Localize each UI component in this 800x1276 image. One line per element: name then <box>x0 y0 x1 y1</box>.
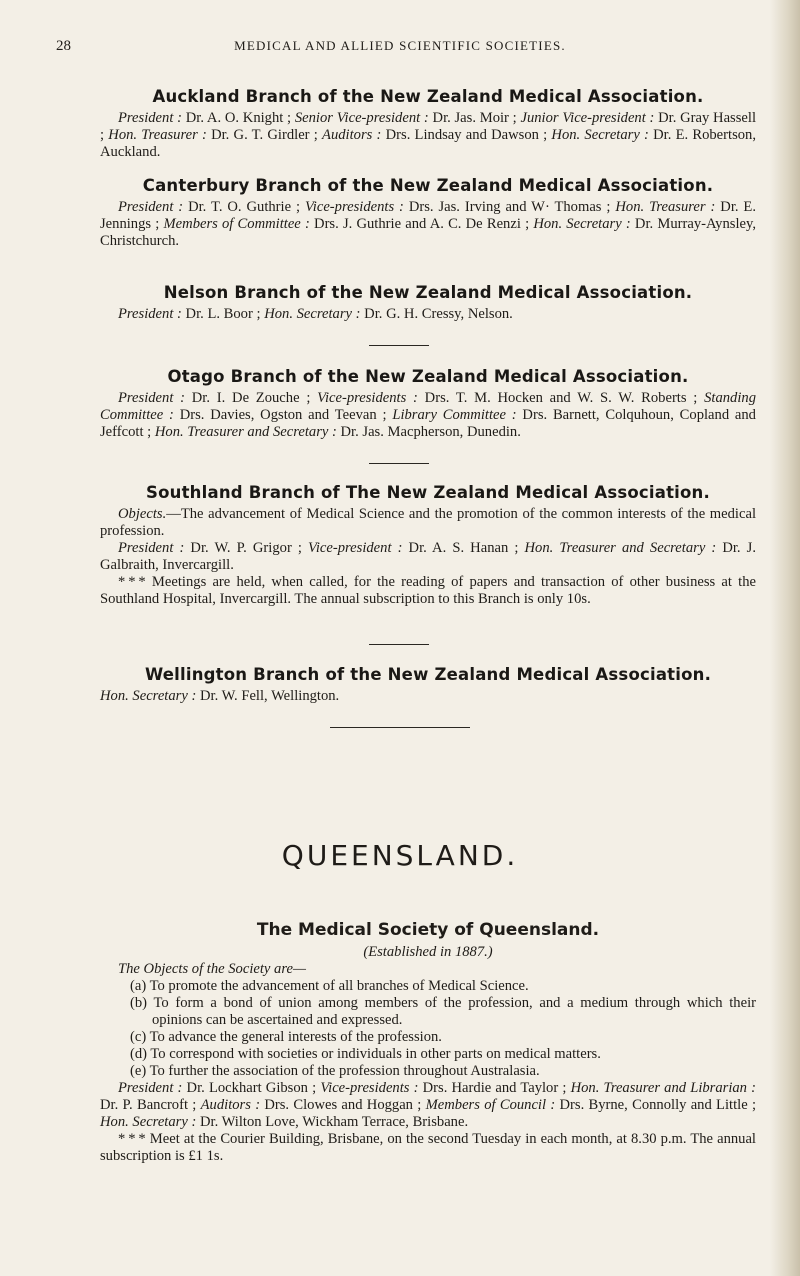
officer-role: President : <box>118 540 185 556</box>
queensland-section <box>100 920 756 1165</box>
objects-item-text: To correspond with societies or individuals in other parts on medical matters. <box>147 1046 601 1062</box>
officer-name: Dr. Jas. Moir ; <box>428 110 521 126</box>
officer-name: Dr. G. H. Cressy, Nelson. <box>360 306 513 322</box>
otago-officers <box>100 390 756 441</box>
officer-name: Dr. Wilton Love, Wickham Terrace, Brisbane. <box>196 1114 469 1130</box>
objects-item <box>100 1029 756 1046</box>
auckland-officers <box>100 110 756 161</box>
officer-name: Dr. Gray Hassell ; <box>100 110 756 143</box>
officer-name: Dr. Jas. Macpherson, Dunedin. <box>336 424 521 440</box>
officer-role: Hon. Secretary : <box>264 306 361 322</box>
officer-name: Drs. T. M. Hocken and W. S. W. Roberts ; <box>417 390 705 406</box>
objects-item <box>100 995 756 1029</box>
nelson-heading: Nelson Branch of the New Zealand Medical Association. <box>163 283 693 302</box>
section-divider <box>369 463 429 464</box>
officer-role: Library Committee : <box>392 407 517 423</box>
southland-section <box>100 483 756 608</box>
officer-name: Dr. Lockhart Gibson ; <box>182 1080 321 1096</box>
southland-objects-text: —The advancement of Medical Science and the promotion of the common interests of the medical profession. <box>100 506 756 539</box>
section-divider <box>369 345 429 346</box>
officer-name: Dr. A. S. Hanan ; <box>402 540 525 556</box>
southland-officers <box>100 540 756 574</box>
officer-role: Standing Committee : <box>100 390 756 423</box>
objects-item-letter: (b) <box>130 995 148 1011</box>
southland-objects <box>100 506 756 540</box>
wellington-heading: Wellington Branch of the New Zealand Medical Association. <box>144 665 712 684</box>
objects-item-text: To form a bond of union among members of the profession, and a medium through which their opinions can be ascertained and expressed. <box>147 995 756 1028</box>
officer-role: Hon. Secretary : <box>100 1114 197 1130</box>
officer-name: Dr. Murray-Aynsley, Christchurch. <box>100 216 756 249</box>
objects-item <box>100 1063 756 1080</box>
running-head <box>0 38 800 58</box>
officer-role: Senior Vice-president : <box>294 110 429 126</box>
objects-list <box>100 961 756 1080</box>
officer-name: Dr. L. Boor ; <box>181 306 265 322</box>
objects-item <box>100 978 756 995</box>
wellington-section <box>100 665 756 705</box>
wellington-officers <box>100 688 756 705</box>
officer-name: Drs. Lindsay and Dawson ; <box>381 127 552 143</box>
officer-role: Vice-president : <box>308 540 403 556</box>
objects-intro <box>100 961 756 978</box>
officer-name: Drs. Hardie and Taylor ; <box>418 1080 571 1096</box>
southland-objects-label: Objects. <box>118 506 167 522</box>
page-edge-shadow <box>770 0 800 1276</box>
officer-role: President : <box>118 1080 183 1096</box>
running-head-title: MEDICAL AND ALLIED SCIENTIFIC SOCIETIES. <box>234 38 566 53</box>
officer-role: Vice-presidents : <box>304 199 404 215</box>
queensland-officers <box>100 1080 756 1131</box>
section-divider <box>369 644 429 645</box>
officer-role: Hon. Secretary : <box>100 688 197 704</box>
officer-role: Junior Vice-president : <box>520 110 655 126</box>
society-title: The Medical Society of Queensland. <box>256 920 600 940</box>
officer-name: Dr. A. O. Knight ; <box>182 110 295 126</box>
auckland-section <box>100 87 756 161</box>
officer-role: Hon. Treasurer and Librarian : <box>570 1080 756 1096</box>
officer-name: Drs. Barnett, Colquhoun, Copland and Jeffcott ; <box>100 407 756 440</box>
southland-note: * * * Meetings are held, when called, for the reading of papers and transaction of other business at the Southland Hospital, Invercargill. The annual subscription to this Branch is only 10s. <box>100 574 756 607</box>
objects-item <box>100 1046 756 1063</box>
officer-role: Auditors : <box>322 127 382 143</box>
officer-role: Vice-presidents : <box>317 390 418 406</box>
objects-intro-text: The Objects of the Society are— <box>118 961 306 977</box>
officer-role: Members of Council : <box>425 1097 556 1113</box>
nelson-section <box>100 283 756 323</box>
officer-name: Dr. W. P. Grigor ; <box>184 540 309 556</box>
officer-name: Dr. G. T. Girdler ; <box>206 127 323 143</box>
nelson-officers <box>100 306 756 323</box>
officer-role: President : <box>118 306 182 322</box>
established-text: (Established in 1887.) <box>363 944 493 960</box>
officer-role: Vice-presidents : <box>320 1080 419 1096</box>
objects-item-letter: (e) <box>130 1063 147 1079</box>
objects-item-letter: (c) <box>130 1029 147 1045</box>
southland-heading: Southland Branch of The New Zealand Medical Association. <box>146 483 710 502</box>
page-number: 28 <box>56 38 71 54</box>
officer-name: Dr. P. Bancroft ; <box>100 1097 201 1113</box>
officer-name: Dr. E. Robertson, Auckland. <box>100 127 756 160</box>
canterbury-section <box>100 176 756 250</box>
officer-role: Auditors : <box>200 1097 261 1113</box>
officer-role: President : <box>118 390 186 406</box>
officer-role: Hon. Treasurer : <box>615 199 716 215</box>
objects-item-letter: (a) <box>130 978 147 994</box>
officer-name: Drs. Jas. Irving and W· Thomas ; <box>403 199 616 215</box>
objects-item-text: To further the association of the profession throughout Australasia. <box>146 1063 540 1079</box>
officer-name: Dr. W. Fell, Wellington. <box>196 688 340 704</box>
officer-role: President : <box>118 199 184 215</box>
officer-name: Drs. Clowes and Hoggan ; <box>260 1097 426 1113</box>
otago-section <box>100 367 756 441</box>
officer-name: Drs. J. Guthrie and A. C. De Renzi ; <box>309 216 534 232</box>
canterbury-heading: Canterbury Branch of the New Zealand Medical Association. <box>142 176 714 195</box>
objects-item-letter: (d) <box>130 1046 148 1062</box>
officer-role: Hon. Treasurer and Secretary : <box>524 540 717 556</box>
objects-items <box>100 978 756 1080</box>
officer-role: Hon. Secretary : <box>533 216 631 232</box>
otago-heading: Otago Branch of the New Zealand Medical Association. <box>167 367 689 386</box>
officer-role: President : <box>118 110 182 126</box>
objects-item-text: To promote the advancement of all branches of Medical Science. <box>146 978 529 994</box>
officer-name: Dr. I. De Zouche ; <box>185 390 318 406</box>
auckland-heading: Auckland Branch of the New Zealand Medical Association. <box>152 87 704 106</box>
officer-role: Hon. Secretary : <box>551 127 649 143</box>
established-line <box>100 944 756 961</box>
officer-name: Dr. T. O. Guthrie ; <box>183 199 305 215</box>
officer-role: Hon. Treasurer : <box>108 127 207 143</box>
officer-role: Hon. Treasurer and Secretary : <box>154 424 337 440</box>
section-divider <box>330 727 470 728</box>
objects-item-text: To advance the general interests of the profession. <box>146 1029 442 1045</box>
queensland-note: * * * Meet at the Courier Building, Brisbane, on the second Tuesday in each month, at 8.30 p.m. The annual subscription is £1 1s. <box>100 1131 756 1164</box>
officer-role: Members of Committee : <box>163 216 310 232</box>
canterbury-officers <box>100 199 756 250</box>
state-title: QUEENSLAND. <box>281 839 519 872</box>
officer-name: Drs. Davies, Ogston and Teevan ; <box>173 407 393 423</box>
officer-name: Drs. Byrne, Connolly and Little ; <box>555 1097 757 1113</box>
officer-name: Dr. E. Jennings ; <box>100 199 757 232</box>
officer-name: Dr. J. Galbraith, Invercargill. <box>100 540 756 573</box>
